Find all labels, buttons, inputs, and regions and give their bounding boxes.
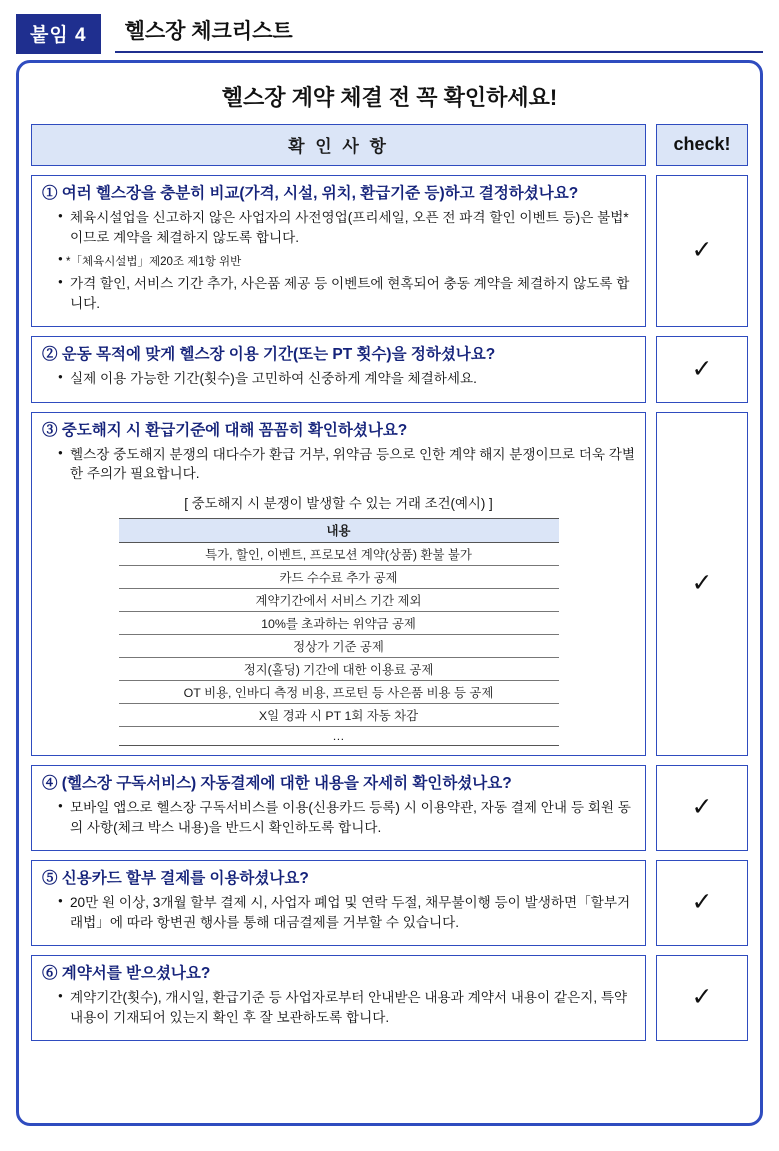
table-cell: 특가, 할인, 이벤트, 프로모션 계약(상품) 환불 불가	[119, 542, 559, 565]
table-row	[119, 657, 559, 680]
document-header	[16, 14, 763, 54]
bullet: ● 계약기간(횟수), 개시일, 환급기준 등 사업자로부터 안내받은 내용과 계약서 내용이 같은지, 특약 내용이 기재되어 있는지 확인 후 잘 보관하도록 합니다.	[58, 988, 635, 1027]
main-title: 헬스장 계약 체결 전 꼭 확인하세요!	[221, 85, 558, 110]
table-col-header: 내용	[119, 518, 559, 542]
footnote-line	[58, 251, 635, 270]
check-mark-icon: ✓	[691, 569, 713, 598]
bullet: ● 실제 이용 가능한 기간(횟수)을 고민하여 신중하게 계약을 체결하세요.	[58, 369, 635, 388]
table-cell: X일 경과 시 PT 1회 자동 차감	[119, 703, 559, 726]
footnote-text: *「체육시설법」제20조 제1항 위반	[66, 256, 242, 269]
table-header-row	[31, 124, 748, 166]
checklist-item-title: ② 운동 목적에 맞게 헬스장 이용 기간(또는 PT 횟수)을 정하셨나요?	[42, 345, 496, 363]
checklist-row	[31, 860, 748, 946]
check-cell-5[interactable]	[656, 860, 748, 946]
check-mark-icon: ✓	[691, 236, 713, 265]
checklist-item-2	[31, 336, 646, 403]
table-row	[119, 542, 559, 565]
table-cell: 계약기간에서 서비스 기간 제외	[119, 588, 559, 611]
table-row	[119, 726, 559, 745]
table-row	[119, 680, 559, 703]
checklist-item-title: ① 여러 헬스장을 충분히 비교(가격, 시설, 위치, 환급기준 등)하고 결정하셨나요?	[42, 185, 579, 202]
table-cell: 10%를 초과하는 위약금 공제	[119, 611, 559, 634]
checklist-item-title: ⑥ 계약서를 받으셨나요?	[42, 964, 211, 982]
table-row	[119, 703, 559, 726]
table-row	[119, 588, 559, 611]
checklist-row	[31, 336, 748, 403]
page-title: 헬스장 체크리스트	[124, 20, 293, 43]
checklist-item-bullets	[42, 445, 635, 484]
checklist-item-bullets	[42, 798, 635, 837]
attachment-badge: 붙임 4	[16, 14, 101, 54]
checklist-row	[31, 765, 748, 851]
table-row	[119, 634, 559, 657]
header-title-wrap	[115, 15, 763, 53]
check-cell-3[interactable]	[656, 412, 748, 756]
checklist-row	[31, 412, 748, 756]
mini-table-caption: [ 중도해지 시 분쟁이 발생할 수 있는 거래 조건(예시) ]	[184, 495, 493, 511]
check-mark-icon: ✓	[691, 793, 713, 822]
dispute-conditions-table	[119, 518, 559, 746]
table-cell: OT 비용, 인바디 측정 비용, 프로틴 등 사은품 비용 등 공제	[119, 680, 559, 703]
checklist-item-body	[32, 176, 645, 326]
checklist-item-title: ⑤ 신용카드 할부 결제를 이용하셨나요?	[42, 869, 309, 887]
table-row	[119, 611, 559, 634]
bullet: ● 모바일 앱으로 헬스장 구독서비스를 이용(신용카드 등록) 시 이용약관, 자동 결제 안내 등 회원 동의 사항(체크 박스 내용)을 반드시 확인하도록 합니다.	[58, 798, 635, 837]
table-cell: 정지(홀딩) 기간에 대한 이용료 공제	[119, 657, 559, 680]
checklist-item-body	[32, 766, 645, 850]
checklist-item-body	[32, 413, 645, 755]
checklist-item-body	[32, 956, 645, 1040]
checklist-row	[31, 955, 748, 1041]
table-row	[119, 565, 559, 588]
checklist-row	[31, 175, 748, 327]
table-head-row	[119, 518, 559, 542]
checklist-item-1	[31, 175, 646, 327]
table-cell: …	[119, 726, 559, 745]
table-cell: 카드 수수료 추가 공제	[119, 565, 559, 588]
checklist-item-title: ④ (헬스장 구독서비스) 자동결제에 대한 내용을 자세히 확인하셨나요?	[42, 774, 512, 792]
table-header-main: 확 인 사 항	[31, 124, 646, 166]
checklist-item-body	[32, 337, 645, 402]
table-header-check: check!	[656, 124, 748, 166]
checklist-item-3	[31, 412, 646, 756]
bullet: ● 헬스장 중도해지 분쟁의 대다수가 환급 거부, 위약금 등으로 인한 계약 해지 분쟁이므로 더욱 각별한 주의가 필요합니다.	[58, 445, 635, 484]
table-cell: 정상가 기준 공제	[119, 634, 559, 657]
checklist-item-6	[31, 955, 646, 1041]
check-cell-2[interactable]	[656, 336, 748, 403]
checklist-item-body	[32, 861, 645, 945]
bullet: ● 체육시설업을 신고하지 않은 사업자의 사전영업(프리세일, 오픈 전 파격 할인 이벤트 등)은 불법*이므로 계약을 체결하지 않도록 합니다.	[58, 208, 635, 247]
mini-table-wrap	[42, 518, 635, 746]
checklist-item-bullets	[42, 988, 635, 1027]
checklist-item-4	[31, 765, 646, 851]
check-cell-1[interactable]	[656, 175, 748, 327]
check-mark-icon: ✓	[691, 983, 713, 1012]
check-mark-icon: ✓	[691, 888, 713, 917]
checklist-item-bullets	[42, 369, 635, 388]
bullet: ● 가격 할인, 서비스 기간 추가, 사은품 제공 등 이벤트에 현혹되어 충동 계약을 체결하지 않도록 합니다.	[58, 274, 635, 313]
check-cell-6[interactable]	[656, 955, 748, 1041]
bullet: ● 20만 원 이상, 3개월 할부 결제 시, 사업자 폐업 및 연락 두절, 채무불이행 등이 발생하면「할부거래법」에 따라 항변권 행사를 통해 대금결제를 거부할 수 있습니다.	[58, 893, 635, 932]
checklist-frame	[16, 60, 763, 1126]
checklist-item-title: ③ 중도해지 시 환급기준에 대해 꼼꼼히 확인하셨나요?	[42, 421, 408, 439]
checklist-item-bullets	[42, 208, 635, 313]
check-cell-4[interactable]	[656, 765, 748, 851]
check-mark-icon: ✓	[691, 354, 713, 383]
checklist-item-bullets	[42, 893, 635, 932]
checklist-item-5	[31, 860, 646, 946]
